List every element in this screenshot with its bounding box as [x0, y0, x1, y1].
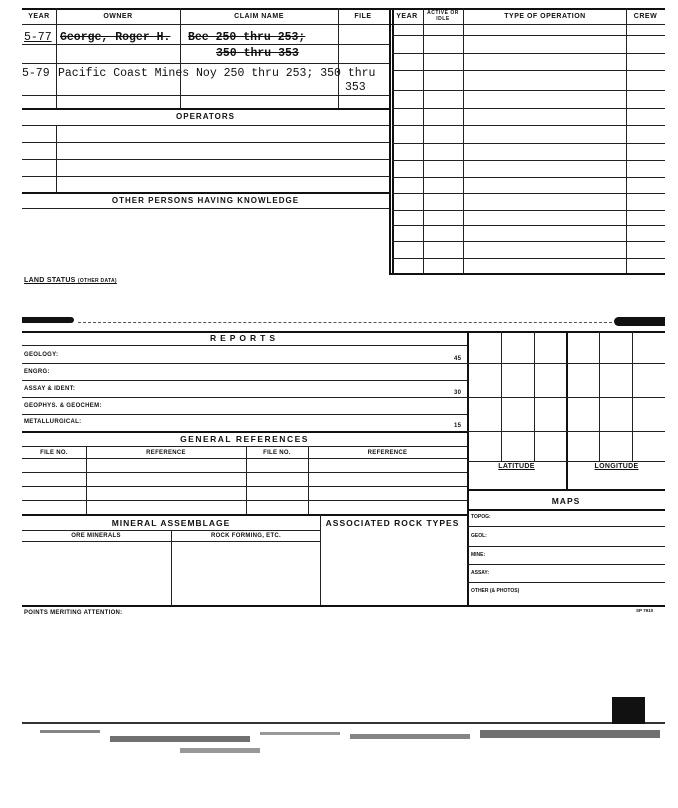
entry-2-owner: Pacific Coast Mines: [58, 67, 190, 80]
maps-geol: GEOL:: [471, 533, 487, 539]
entry-1-claim-cont: 350 thru 353: [216, 47, 299, 60]
land-status-text: LAND STATUS: [24, 277, 76, 284]
active-idle-header: ACTIVE OR IDLE: [427, 10, 459, 22]
ref-file-no2-header: FILE NO.: [263, 450, 291, 456]
report-assay-num: 30: [454, 390, 462, 396]
report-geology-num: 45: [454, 356, 462, 362]
maps-topog: TOPOG:: [471, 514, 491, 520]
report-geology: GEOLOGY:: [24, 352, 59, 358]
land-status-note: (OTHER DATA): [77, 278, 117, 284]
tab-mark-right: [614, 317, 665, 326]
longitude-label: LONGITUDE: [594, 463, 639, 470]
entry-2-claim: Noy 250 thru 253; 350 thru: [196, 67, 376, 80]
crew-header: CREW: [633, 13, 658, 20]
land-status-label: [24, 277, 117, 284]
general-references-heading: GENERAL REFERENCES: [180, 434, 309, 444]
file-header: FILE: [354, 13, 372, 20]
report-engrg: ENGRG:: [24, 369, 50, 375]
ref-reference-header: REFERENCE: [146, 450, 186, 456]
entry-1-year: 5-77: [24, 31, 52, 44]
associated-rock-types-heading: ASSOCIATED ROCK TYPES: [325, 518, 460, 528]
tab-mark-left: [22, 317, 74, 323]
type-operation-header: TYPE OF OPERATION: [504, 13, 586, 20]
year2-header: YEAR: [396, 13, 418, 20]
report-metallurgical-num: 15: [454, 423, 462, 429]
entry-2-file: 353: [345, 81, 366, 94]
ref-file-no-header: FILE NO.: [40, 450, 68, 456]
mineral-assemblage-heading: MINERAL ASSEMBLAGE: [111, 518, 231, 528]
claim-name-header: CLAIM NAME: [234, 13, 284, 20]
report-geophys: GEOPHYS. & GEOCHEM:: [24, 403, 102, 409]
other-persons-heading: OTHER PERSONS HAVING KNOWLEDGE: [111, 196, 300, 205]
reports-heading: REPORTS: [209, 333, 280, 343]
latitude-label: LATITUDE: [498, 463, 535, 470]
operators-heading: OPERATORS: [176, 112, 235, 121]
form-code: SP 7910: [636, 608, 654, 613]
rock-forming-header: ROCK FORMING, ETC.: [210, 533, 282, 539]
report-metallurgical: METALLURGICAL:: [24, 419, 82, 425]
maps-heading: MAPS: [551, 496, 581, 506]
owner-header: OWNER: [103, 13, 133, 20]
year-header: YEAR: [28, 13, 50, 20]
maps-mine: MINE:: [471, 552, 486, 558]
entry-1-claim: Bee 250 thru 253;: [188, 31, 306, 44]
entry-2-owner-claim-line: [58, 67, 375, 80]
entry-1-owner: George, Roger H.: [60, 31, 171, 44]
points-meriting-attention: POINTS MERITING ATTENTION:: [24, 610, 123, 616]
report-assay: ASSAY & IDENT:: [24, 386, 76, 392]
entry-2-year: 5-79: [22, 67, 50, 80]
maps-other: OTHER (& PHOTOS): [471, 588, 520, 594]
ref-reference2-header: REFERENCE: [367, 450, 408, 456]
ore-minerals-header: ORE MINERALS: [71, 533, 121, 539]
maps-assay: ASSAY:: [471, 570, 490, 576]
